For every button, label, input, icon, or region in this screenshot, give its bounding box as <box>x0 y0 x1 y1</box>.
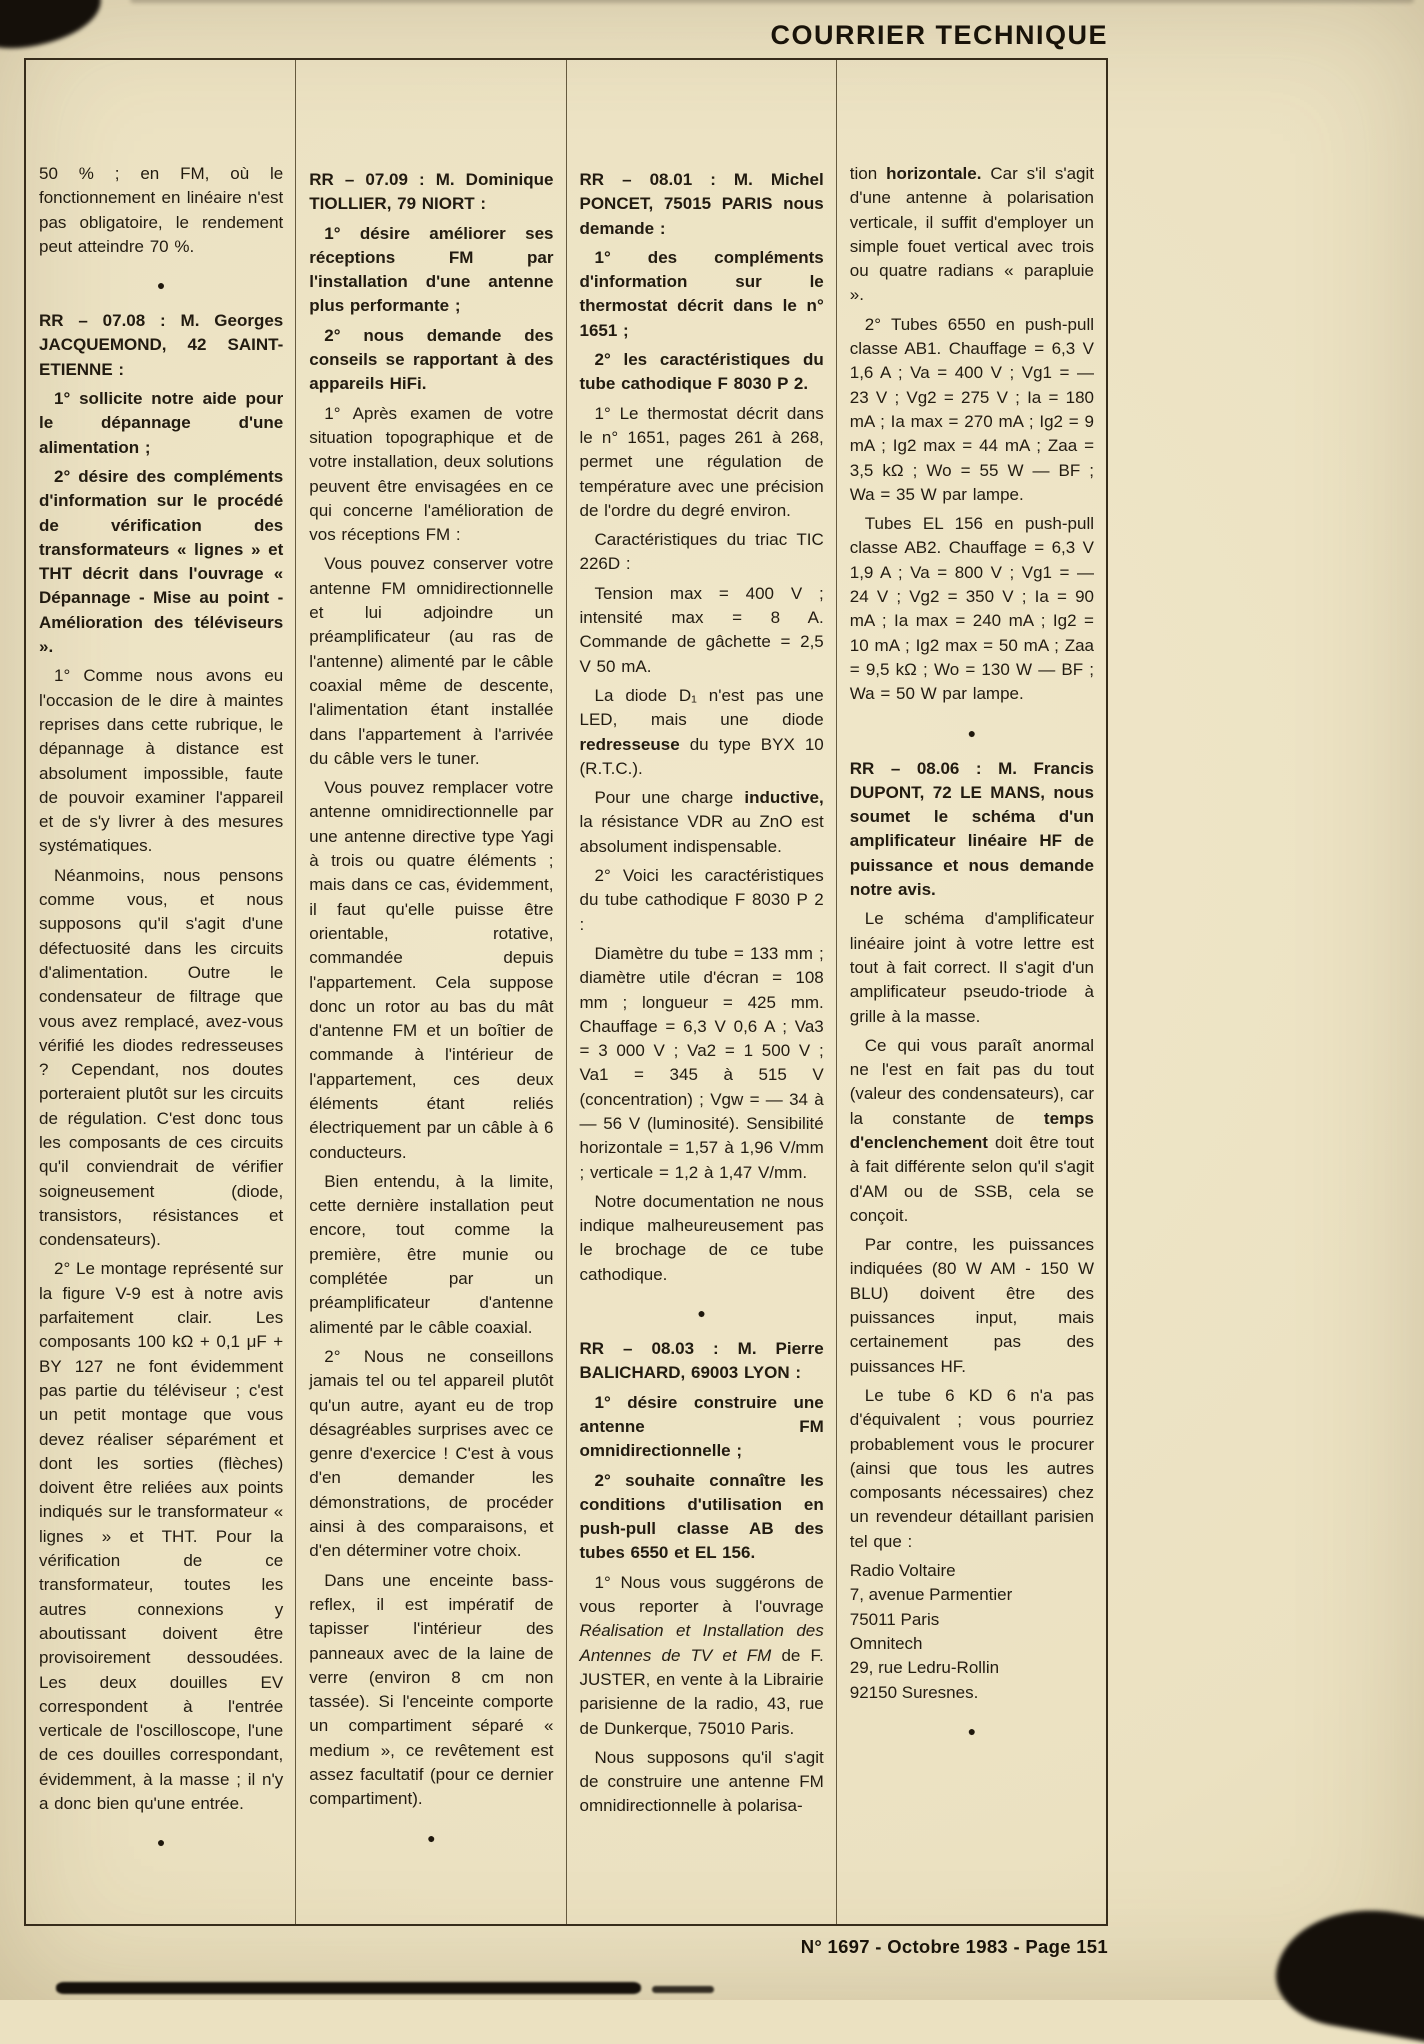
separator-bullet: ● <box>697 1305 706 1322</box>
rr-heading: RR – 08.03 : M. Pierre BALICHARD, 69003 LYON : <box>579 1339 824 1383</box>
body-paragraph <box>580 1571 824 1741</box>
body-paragraph: Caractéristiques du triac TIC 226D : <box>579 530 824 574</box>
text-column-3 <box>567 60 836 1924</box>
body-paragraph: 2° Voici les caractéristiques du tube cathodique F 8030 P 2 : <box>579 866 824 934</box>
question-item: 2° désire des compléments d'information sur le procédé de vérification des transformateurs « lignes » et THT décrit dans l'ouvrage « Dépannage - Mise au point - Amélioration des téléviseurs ». <box>39 466 284 657</box>
body-paragraph <box>850 1034 1094 1228</box>
content-frame <box>24 58 1108 1926</box>
question-item: 2° les caractéristiques du tube cathodique F 8030 P 2. <box>579 350 824 394</box>
body-paragraph: Le schéma d'amplificateur linéaire joint à votre lettre est tout à fait correct. Il s'agit d'un amplificateur pseudo-triode à grille à la masse. <box>849 909 1094 1026</box>
scan-artifact-top-edge <box>130 0 1414 3</box>
column-divider <box>295 60 296 1924</box>
body-paragraph: 2° Nous ne conseillons jamais tel ou tel appareil plutôt qu'un autre, ayant eu de trop désagréables surprises avec ce genre d'exercice ! C'est à vous d'en demander les démonstrations, de procéder ainsi à des comparaisons, et d'en déterminer votre choix. <box>309 1346 554 1561</box>
address-line: Radio Voltaire <box>849 1561 956 1581</box>
body-paragraph: 1° Le thermostat décrit dans le n° 1651, pages 261 à 268, permet une régulation de température avec une précision de l'ordre du degré environ. <box>579 403 824 520</box>
body-paragraph: Le tube 6 KD 6 n'a pas d'équivalent ; vous pourriez probablement vous le procurer (ainsi que tous les autres composants nécessaires) chez un revendeur détaillant parisien tel que : <box>849 1385 1094 1551</box>
question-item: 1° sollicite notre aide pour le dépannage d'une alimentation ; <box>39 389 284 457</box>
body-paragraph: Vous pouvez remplacer votre antenne omnidirectionnelle par une antenne directive type Yagi à trois ou quatre éléments ; mais dans ce cas, évidemment, il faut qu'elle puisse être orientable, rotative, commandée depuis l'appartement. Cela suppose donc un rotor au bas du mât d'antenne FM et un boîtier de commande à l'intérieur de l'appartement, ces deux éléments étant reliés électriquement par un câble à 6 conducteurs. <box>309 778 554 1162</box>
body-paragraph: Tension max = 400 V ; intensité max = 8 A. Commande de gâchette = 2,5 V 50 mA. <box>579 583 824 676</box>
text-run: Ce qui vous paraît anormal ne l'est en fait pas du tout (valeur des condensateurs), car la constante de <box>849 1035 1094 1128</box>
body-paragraph: Notre documentation ne nous indique malheureusement pas le brochage de ce tube cathodique. <box>579 1191 824 1284</box>
emphasis-bold: temps d'enclenchement <box>849 1108 1094 1152</box>
separator-bullet: ● <box>156 277 166 294</box>
text-run: tion <box>849 164 887 183</box>
body-paragraph: Néanmoins, nous pensons comme vous, et nous supposons qu'il s'agit d'une défectuosité dans les circuits d'alimentation. Outre le condensateur de filtrage que vous avez remplacé, avez-vous vérifié les diodes redresseuses ? Cependant, nos doutes porteraient plutôt sur les circuits de régulation. C'est donc tous les composants de ces circuits qu'il conviendrait de vérifier soigneusement (diode, transistors, résistances et condensateurs). <box>39 865 284 1250</box>
body-paragraph: 2° Le montage représenté sur la figure V-9 est à notre avis parfaitement clair. Les composants 100 kΩ + 0,1 μF + BY 127 ne font évidemment pas partie du téléviseur ; c'est un petit montage que vous devez réaliser séparément et dont les sorties (flèches) doivent être reliées aux points indiqués sur le transformateur « lignes » et THT. Pour la vérification de ce transformateur, toutes les autres connexions y aboutissant doivent être provisoirement dessoudées. Les deux douilles EV correspondent à l'entrée verticale de l'oscilloscope, l'une de ces douilles correspondant, évidemment, à la masse ; il n'y a donc bien qu'une entrée. <box>39 1259 284 1813</box>
separator-bullet: ● <box>967 724 977 741</box>
body-paragraph: 1° Après examen de votre situation topographique et de votre installation, deux solutions peuvent être envisagées en ce qui concerne l'amélioration de vos réceptions FM : <box>309 403 554 545</box>
text-run: La diode D₁ n'est pas une LED, mais une diode <box>579 685 824 730</box>
separator-bullet: ● <box>156 1834 166 1851</box>
emphasis-bold: inductive, <box>744 788 824 808</box>
body-paragraph: Dans une enceinte bass-reflex, il est impératif de tapisser l'intérieur des panneaux avec de la laine de verre (environ 8 cm non tassée). Si l'enceinte comporte un compartiment séparé « medium », ce revêtement est assez facultatif (pour ce dernier compartiment). <box>309 1570 554 1809</box>
emphasis-italic: Réalisation et Installation des Antennes de TV et FM <box>579 1621 824 1665</box>
rr-heading: RR – 07.09 : M. Dominique TIOLLIER, 79 NIORT : <box>309 170 554 214</box>
rr-heading: RR – 07.08 : M. Georges JACQUEMOND, 42 SAINT-ETIENNE : <box>39 311 284 379</box>
address-line: 92150 Suresnes. <box>849 1682 979 1702</box>
address-line: 29, rue Ledru-Rollin <box>849 1658 1000 1678</box>
address-line: 7, avenue Parmentier <box>849 1585 1013 1605</box>
address-line: 75011 Paris <box>849 1609 940 1629</box>
text-run: la résistance VDR au ZnO est absolument indispensable. <box>579 812 824 856</box>
body-paragraph: Vous pouvez conserver votre antenne FM omnidirectionnelle et lui adjoindre un préamplificateur (au ras de l'antenne) alimenté par le câble coaxial même de descente, l'alimentation étant installée dans l'appartement à l'arrivée du câble vers le tuner. <box>309 554 554 768</box>
text-column-4 <box>837 60 1106 1924</box>
question-item: 2° souhaite connaître les conditions d'utilisation en push-pull classe AB des tubes 6550 et EL 156. <box>579 1470 824 1563</box>
question-item: 1° désire améliorer ses réceptions FM par l'installation d'une antenne plus performante ; <box>309 223 554 316</box>
body-paragraph: Par contre, les puissances indiquées (80 W AM - 150 W BLU) doivent être des puissances input, mais certainement pas des puissances HF. <box>849 1235 1094 1376</box>
scan-artifact-bottom-strip <box>56 1982 641 1994</box>
scan-artifact-bottom-strip-small <box>652 1986 714 1993</box>
body-paragraph: 1° Comme nous avons eu l'occasion de le dire à maintes reprises dans cette rubrique, le dépannage à distance est absolument impossible, faute de pouvoir examiner l'appareil et de s'y livrer à des mesures systématiques. <box>39 666 284 856</box>
emphasis-bold: redresseuse <box>579 734 680 754</box>
text-run: Pour une charge <box>594 788 745 808</box>
rr-heading: RR – 08.01 : M. Michel PONCET, 75015 PARIS nous demande : <box>579 170 824 238</box>
separator-bullet: ● <box>967 1722 977 1739</box>
text-run: doit être tout à fait différente selon qu'il s'agit d'AM ou de SSB, cela se conçoit. <box>849 1132 1094 1225</box>
question-item: 1° désire construire une antenne FM omnidirectionnelle ; <box>579 1392 824 1461</box>
body-paragraph <box>580 786 824 859</box>
body-paragraph <box>850 162 1094 308</box>
column-divider <box>566 60 567 1924</box>
text-column-2 <box>296 60 565 1924</box>
column-divider <box>836 60 837 1924</box>
page-footer: N° 1697 - Octobre 1983 - Page 151 <box>800 1936 1108 1957</box>
text-run: Car s'il s'agit d'une antenne à polarisation verticale, il suffit d'employer un simple fouet vertical avec trois ou quatre radians « parapluie ». <box>849 164 1094 305</box>
text-run: 1° Nous vous suggérons de vous reporter à l'ouvrage <box>579 1572 824 1617</box>
text-column-1 <box>26 60 295 1924</box>
page-header-title: COURRIER TECHNIQUE <box>770 20 1108 50</box>
emphasis-bold: horizontale. <box>886 164 982 183</box>
text-run: du type BYX 10 (R.T.C.). <box>579 734 824 778</box>
body-paragraph: Tubes EL 156 en push-pull classe AB2. Chauffage = 6,3 V 1,9 A ; Va = 800 V ; Vg1 = — 24 V ; Vg2 = 350 V ; Ia = 90 mA ; Ia max = 240 mA ; Ig2 = 10 mA ; Ig2 max = 50 mA ; Zaa = 9,5 kΩ ; Wo = 130 W — BF ; Wa = 50 W par lampe. <box>849 514 1094 704</box>
body-paragraph: Diamètre du tube = 133 mm ; diamètre utile d'écran = 108 mm ; longueur = 425 mm. Chauffage = 6,3 V 0,6 A ; Va3 = 3 000 V ; Va2 = 1 500 V ; Va1 = 345 à 515 V (concentration) ; Vgw = — 34 à — 56 V (luminosité). Sensibilité horizontale = 1,57 à 1,96 V/mm ; verticale = 1,2 à 1,47 V/mm. <box>579 943 824 1182</box>
text-run: de F. JUSTER, en vente à la Librairie parisienne de la radio, 43, rue de Dunkerque, 75010 Paris. <box>579 1645 824 1738</box>
separator-bullet: ● <box>427 1829 436 1846</box>
body-paragraph: Bien entendu, à la limite, cette dernière installation peut encore, tout comme la première, être munie ou complétée par un préamplificateur d'antenne alimenté par le câble coaxial. <box>309 1171 554 1337</box>
body-paragraph: 2° Tubes 6550 en push-pull classe AB1. Chauffage = 6,3 V 1,6 A ; Va = 400 V ; Vg1 = — 23 V ; Vg2 = 275 V ; Ia = 180 mA ; Ia max = 270 mA ; Ig2 = 9 mA ; Ig2 max = 44 mA ; Zaa = 3,5 kΩ ; Wo = 55 W — BF ; Wa = 35 W par lampe. <box>849 314 1094 504</box>
body-paragraph: 50 % ; en FM, où le fonctionnement en linéaire n'est pas obligatoire, le rendement peut atteindre 70 %. <box>39 164 284 256</box>
body-paragraph: Nous supposons qu'il s'agit de construire une antenne FM omnidirectionnelle à polarisa- <box>579 1747 824 1816</box>
address-line: Omnitech <box>849 1633 923 1653</box>
question-item: 2° nous demande des conseils se rapportant à des appareils HiFi. <box>309 325 554 394</box>
rr-heading: RR – 08.06 : M. Francis DUPONT, 72 LE MANS, nous soumet le schéma d'un amplificateur linéaire HF de puissance et nous demande notre avis. <box>849 758 1094 900</box>
question-item: 1° des compléments d'information sur le thermostat décrit dans le n° 1651 ; <box>579 247 824 340</box>
body-paragraph <box>580 684 824 781</box>
